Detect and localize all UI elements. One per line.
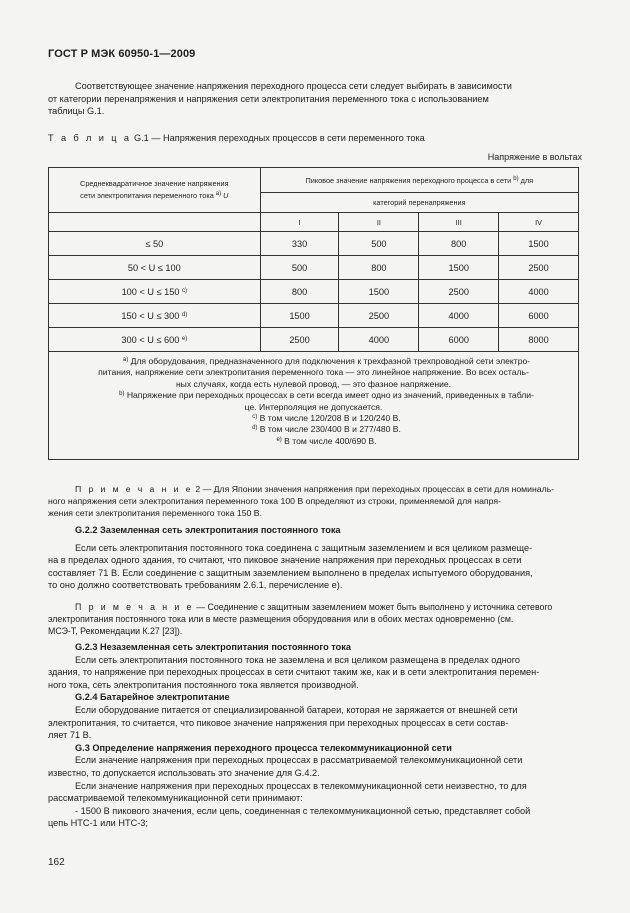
value-cell: 4000 — [339, 328, 419, 352]
value-cell: 800 — [419, 232, 499, 256]
intro-paragraph — [48, 80, 581, 118]
text-line: рассматриваемой телекоммуникационной сети принимают: — [48, 793, 303, 804]
footnote-line: питания, напряжение сети электропитания переменного тока — это линейное напряжение. Во всех осталь- — [98, 367, 529, 378]
document-header: ГОСТ Р МЭК 60950-1—2009 — [48, 48, 196, 60]
text-line: цепь НТС-1 или НТС-3; — [48, 818, 148, 829]
section-g23 — [48, 641, 581, 830]
text-line: на в пределах одного здания, то считают, что пиковое значение напряжения при переходных процессах в сети — [48, 555, 522, 566]
text-line: МСЭ-Т, Рекомендации К.27 [23]). — [48, 626, 183, 636]
text-line: от категории перенапряжения и напряжения сети электропитания переменного тока с использованием — [48, 93, 489, 104]
table-row — [49, 256, 579, 280]
value-cell: 330 — [260, 232, 339, 256]
text-line: Если значение напряжения при переходных процессах в рассматриваемой телекоммуникационной сети — [75, 755, 523, 766]
footnote-line: це. Интерполяция не допускается. — [244, 401, 383, 412]
column-header-voltage: Среднеквадратичное значение напряжения сети электропитания переменного тока $^{a)}$ U — [49, 168, 261, 213]
table-title: Т а б л и ц а G.1 — Напряжения переходных процессов в сети переменного тока — [48, 133, 425, 143]
footnote: $^{a)}$ Для оборудования, предназначенного для подключения к трехфазной трехпроводной сети электро- — [122, 356, 531, 366]
value-cell: 2500 — [339, 304, 419, 328]
text-line: Соответствующее значение напряжения переходного процесса сети следует выбирать в зависимости — [75, 81, 512, 91]
value-cell: 1500 — [419, 256, 499, 280]
value-cell: 6000 — [499, 304, 579, 328]
text-line: ного напряжения сети электропитания переменного тока 100 В определяют из строки, применяемой для напря- — [48, 496, 501, 506]
header-spacer — [49, 213, 261, 232]
column-header-category: категорий перенапряжения — [260, 193, 578, 213]
text-line: жения сети электропитания переменного тока 150 В. — [48, 508, 262, 518]
value-cell: 4000 — [499, 280, 579, 304]
category-header-cell: II — [339, 213, 419, 232]
footnote: $^{d)}$ В том числе 230/400 В и 277/480 В. — [252, 424, 401, 435]
text-line: Если сеть электропитания постоянного тока не заземлена и вся целиком размещена в пределах одного — [75, 654, 521, 665]
value-cell: 2500 — [419, 280, 499, 304]
text-line: то оно должно соответствовать требованиям 2.6.1, перечисление е). — [48, 580, 343, 591]
footnote: $^{b)}$ Напряжение при переходных процессах в сети всегда имеет одно из значений, приведенных в табли- — [119, 390, 534, 401]
row-label: 150 < U ≤ 300 $^{d)}$ — [49, 304, 261, 328]
footnote: $^{e)}$ В том числе 400/690 В. — [276, 435, 377, 446]
section-heading: G.2.4 Батарейное электропитание — [75, 692, 230, 703]
text-line: ного тока, сеть электропитания постоянного тока является производной. — [48, 679, 359, 690]
value-cell: 8000 — [499, 328, 579, 352]
value-cell: 2500 — [499, 256, 579, 280]
table-units: Напряжение в вольтах — [487, 152, 582, 162]
row-label: 50 < U ≤ 100 — [49, 256, 261, 280]
note-3: П р и м е ч а н и е — Соединение с защитным заземлением может быть выполнено у источника сетевого электропитания постоянного тока или в месте размещения оборудования или в обоих местах одновременно (см. МСЭ-Т, Рекомендации К.27 [23]). — [48, 601, 581, 637]
text-line: электропитания постоянного тока или в месте размещения оборудования или в обоих местах одновременно (см. — [48, 614, 514, 624]
section-heading: G.2.3 Незаземленная сеть электропитания постоянного тока — [75, 642, 351, 652]
text-line: ляет 71 В. — [48, 730, 92, 741]
value-cell: 4000 — [419, 304, 499, 328]
text-line: известно, то допускается использовать это значение для G.4.2. — [48, 767, 320, 778]
text-line: электропитания, то считается, что пиковое значение напряжения при переходных процессах в сети состав- — [48, 717, 509, 728]
section-g22 — [48, 524, 581, 592]
section-heading: G.2.2 Заземленная сеть электропитания постоянного тока — [75, 525, 341, 535]
category-header-cell: III — [419, 213, 499, 232]
row-label: 300 < U ≤ 600 $^{e)}$ — [49, 328, 261, 352]
text-line: Если оборудование питается от специализированной батареи, которая не заряжается от внешней сети — [75, 704, 518, 715]
text-line: составляет 71 В. Если соединение с защитным заземлением выполнено в пределах испытуемого оборудования, — [48, 567, 533, 578]
value-cell: 1500 — [499, 232, 579, 256]
category-header-cell: IV — [499, 213, 579, 232]
footnote: $^{c)}$ В том числе 120/208 В и 120/240 В. — [252, 413, 401, 424]
column-header-peak: Пиковое значение напряжения переходного процесса в сети $^{b)}$ для — [260, 168, 578, 193]
section-heading: G.3 Определение напряжения переходного процесса телекоммуникационной сети — [75, 742, 452, 753]
value-cell: 800 — [260, 280, 339, 304]
text-line: Если значение напряжения при переходных процессах в телекоммуникационной сети неизвестно, то для — [75, 780, 527, 791]
value-cell: 800 — [339, 256, 419, 280]
text-line: таблицы G.1. — [48, 106, 105, 117]
text-line: здания, то напряжение при переходных процессах в сети считают таким же, как и в сети электропитания перемен- — [48, 667, 540, 678]
row-label: ≤ 50 — [49, 232, 261, 256]
footnote-line: ных случаях, когда есть нулевой провод, — это фазное напряжение. — [175, 378, 452, 389]
value-cell: 6000 — [419, 328, 499, 352]
value-cell: 500 — [260, 256, 339, 280]
text-line: Если сеть электропитания постоянного тока соединена с защитным заземлением и вся целиком размеще- — [75, 542, 533, 553]
table-row — [49, 280, 579, 304]
table-row — [49, 304, 579, 328]
value-cell: 1500 — [260, 304, 339, 328]
note-2: П р и м е ч а н и е 2 — Для Японии значения напряжения при переходных процессах в сети для номиналь- ного напряжения сети электропитания переменного тока 100 В определяют из строки, применяемой для напря- жения сети электропитания переменного тока 150 В. — [48, 483, 581, 519]
page-number: 162 — [48, 857, 65, 868]
text-line: - 1500 В пикового значения, если цепь, соединенная с телекоммуникационной сетью, представляет собой — [75, 805, 531, 816]
category-header-cell: I — [260, 213, 339, 232]
table-row — [49, 328, 579, 352]
value-cell: 2500 — [260, 328, 339, 352]
value-cell: 1500 — [339, 280, 419, 304]
value-cell: 500 — [339, 232, 419, 256]
table-footnotes — [49, 352, 579, 460]
row-label: 100 < U ≤ 150 $^{c)}$ — [49, 280, 261, 304]
transient-voltage-table — [48, 167, 579, 460]
table-row — [49, 232, 579, 256]
